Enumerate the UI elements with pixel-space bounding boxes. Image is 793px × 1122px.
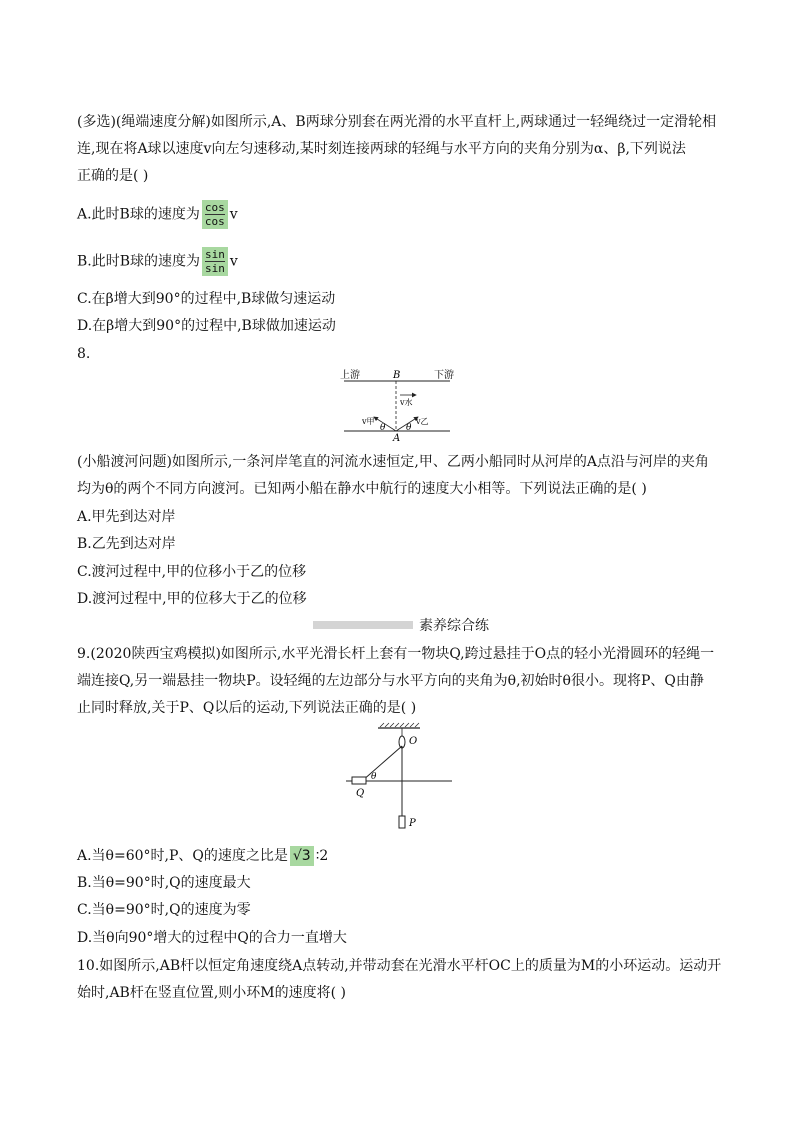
point-o-label: O bbox=[409, 736, 418, 747]
q9-option-a-text: A.当θ=60°时,P、Q的速度之比是 bbox=[77, 848, 288, 864]
q9-line-3: 止同时释放,关于P、Q以后的运动,下列说法正确的是( ) bbox=[77, 700, 417, 716]
q10-line-1: 10.如图所示,AB杆以恒定角速度绕A点转动,并带动套在光滑水平杆OC上的质量为M的小环运动。运动开 bbox=[77, 958, 722, 974]
q7-option-a bbox=[77, 200, 238, 229]
rope-to-q bbox=[362, 746, 402, 781]
section-title: 素养综合练 bbox=[419, 618, 489, 634]
fraction-numerator: sin bbox=[205, 248, 225, 261]
q9-option-a-suffix: ∶2 bbox=[315, 848, 329, 864]
q8-line-1: (小船渡河问题)如图所示,一条河岸笔直的河流水速恒定,甲、乙两小船同时从河岸的A点沿与河岸的夹角 bbox=[77, 454, 709, 470]
fraction-denominator: sin bbox=[205, 262, 225, 275]
q9-option-d: D.当θ向90°增大的过程中Q的合力一直增大 bbox=[77, 930, 347, 946]
q7-option-b-fraction bbox=[202, 247, 228, 276]
q7-line-2: 连,现在将A球以速度v向左匀速移动,某时刻连接两球的轻绳与水平方向的夹角分别为α、β,下列说法 bbox=[77, 141, 686, 157]
q8-option-c: C.渡河过程中,甲的位移小于乙的位移 bbox=[77, 564, 307, 580]
theta-right-label: θ bbox=[406, 423, 412, 433]
q8-option-a: A.甲先到达对岸 bbox=[77, 509, 176, 525]
point-b-label: B bbox=[393, 370, 401, 381]
q8-option-d: D.渡河过程中,甲的位移大于乙的位移 bbox=[77, 591, 307, 607]
river-crossing-diagram bbox=[330, 365, 460, 443]
upstream-label: 上游 bbox=[340, 370, 360, 381]
q8-option-b: B.乙先到达对岸 bbox=[77, 536, 176, 552]
q9-option-b: B.当θ=90°时,Q的速度最大 bbox=[77, 875, 251, 891]
theta-label: θ bbox=[371, 772, 377, 782]
block-p-label: P bbox=[409, 818, 416, 829]
q9-option-c: C.当θ=90°时,Q的速度为零 bbox=[77, 902, 251, 918]
q7-option-a-text: A.此时B球的速度为 bbox=[77, 206, 200, 223]
q7-option-b-text: B.此时B球的速度为 bbox=[77, 253, 201, 270]
q9-option-a bbox=[77, 846, 328, 866]
boat-jia-velocity-label: v甲 bbox=[362, 417, 375, 426]
sqrt-three: √3 bbox=[290, 846, 314, 866]
q7-line-1: (多选)(绳端速度分解)如图所示,A、B两球分别套在两光滑的水平直杆上,两球通过一轻绳绕过一定滑轮相 bbox=[77, 114, 717, 130]
q7-option-b bbox=[77, 247, 238, 276]
theta-left-label: θ bbox=[380, 423, 386, 433]
q7-line-3: 正确的是( ) bbox=[77, 168, 149, 184]
section-header bbox=[313, 615, 489, 635]
fraction-denominator: cos bbox=[204, 215, 225, 228]
downstream-label: 下游 bbox=[434, 370, 454, 381]
q7-option-a-fraction bbox=[202, 200, 228, 229]
q9-line-2: 端连接Q,另一端悬挂一物块P。设轻绳的左边部分与水平方向的夹角为θ,初始时θ很小。现将P、Q由静 bbox=[77, 673, 704, 689]
q7-option-c: C.在β增大到90°的过程中,B球做匀速运动 bbox=[77, 291, 336, 307]
block-q bbox=[352, 777, 366, 784]
boat-yi-velocity-label: v乙 bbox=[416, 417, 429, 426]
q7-option-b-suffix: v bbox=[229, 253, 238, 270]
section-bar bbox=[313, 621, 413, 629]
q7-option-a-suffix: v bbox=[229, 206, 238, 223]
q7-option-d: D.在β增大到90°的过程中,B球做加速运动 bbox=[77, 318, 336, 334]
q8-line-2: 均为θ的两个不同方向渡河。已知两小船在静水中航行的速度大小相等。下列说法正确的是( ) bbox=[77, 481, 647, 497]
q8-number: 8. bbox=[77, 346, 91, 362]
q10-line-2: 始时,AB杆在竖直位置,则小环M的速度将( ) bbox=[77, 985, 347, 1001]
water-velocity-label: v水 bbox=[400, 398, 413, 407]
block-q-label: Q bbox=[356, 788, 365, 799]
fraction-numerator: cos bbox=[204, 201, 225, 214]
pulley-diagram bbox=[340, 722, 460, 832]
block-p bbox=[399, 816, 405, 828]
ceiling-hatch bbox=[380, 723, 419, 727]
q9-line-1: 9.(2020陕西宝鸡模拟)如图所示,水平光滑长杆上套有一物块Q,跨过悬挂于O点的轻小光滑圆环的轻绳一 bbox=[77, 646, 715, 662]
point-a-label: A bbox=[393, 433, 401, 443]
